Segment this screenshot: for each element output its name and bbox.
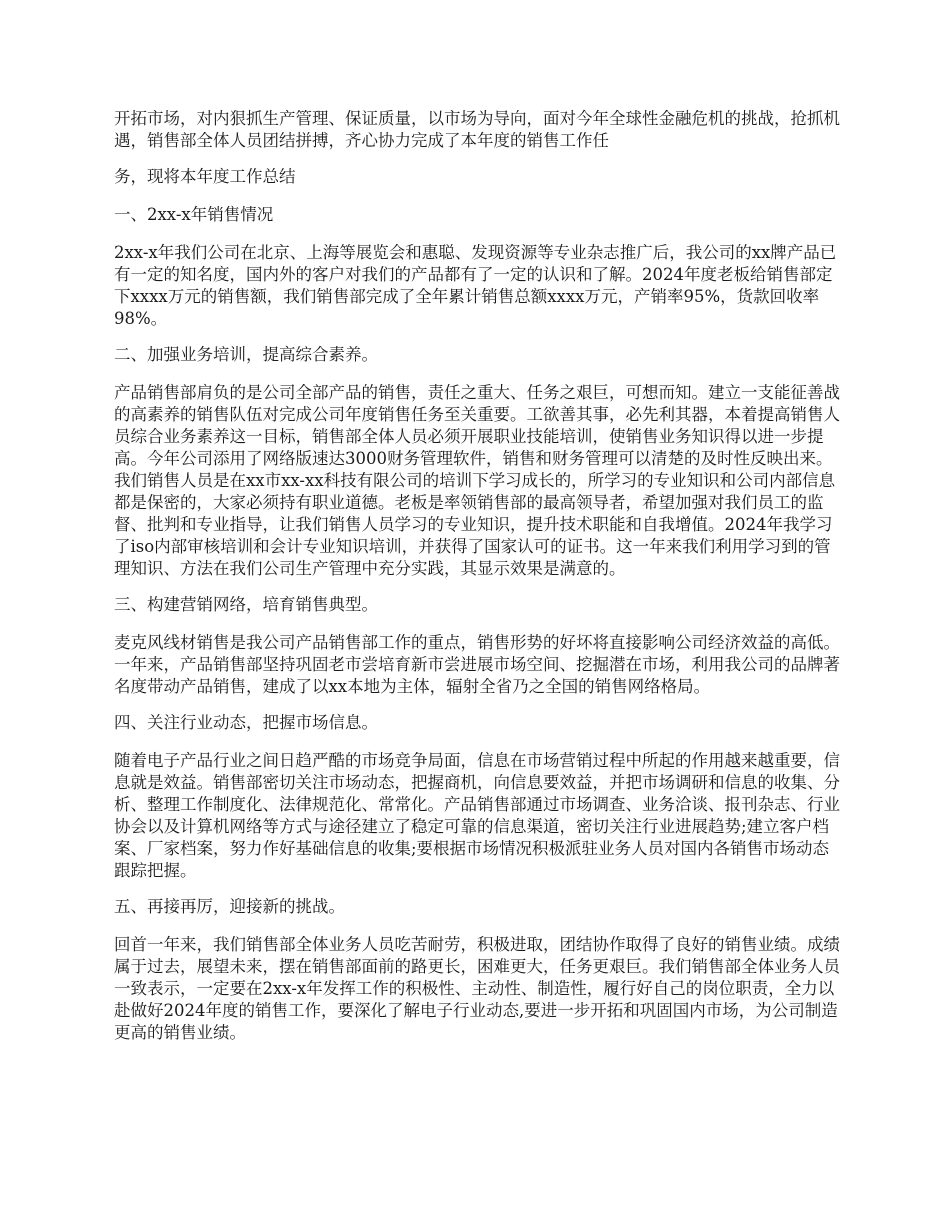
section-heading-3: 三、构建营销网络，培育销售典型。 — [114, 595, 378, 614]
paragraph-industry: 随着电子产品行业之间日趋严酷的市场竞争局面，信息在市场营销过程中所起的作用越来越重要，信息就是效益。销售部密切关注市场动态，把握商机，向信息要效益，并把市场调研和信息的收集、分析、整理工作制度化、法律规范化、常常化。产品销售部通过市场调查、业务洽谈、报刊杂志、行业协会以及计算机网络等方式与途径建立了稳定可靠的信息渠道，密切关注行业进展趋势;建立客户档案、厂家档案，努力作好基础信息的收集;要根据市场情况积极派驻业务人员对国内各销售市场动态跟踪把握。 — [114, 751, 840, 880]
section-heading-5: 五、再接再厉，迎接新的挑战。 — [114, 897, 345, 916]
paragraph-intro-2: 务，现将本年度工作总结 — [114, 167, 296, 186]
paragraph-network: 麦克风线材销售是我公司产品销售部工作的重点，销售形势的好坏将直接影响公司经济效益的高低。一年来，产品销售部坚持巩固老市尝培育新市尝进展市场空间、挖掘潜在市场，利用我公司的品牌著名度带动产品销售，建成了以xx本地为主体，辐射全省乃之全国的销售网络格局。 — [114, 633, 840, 696]
paragraph-outlook: 回首一年来，我们销售部全体业务人员吃苦耐劳，积极进取，团结协作取得了良好的销售业绩。成绩属于过去，展望未来，摆在销售部面前的路更长，困难更大，任务更艰巨。我们销售部全体业务人员一致表示，一定要在2xx-x年发挥工作的积极性、主动性、制造性，履行好自己的岗位职责，全力以赴做好2024年度的销售工作，要深化了解电子行业动态,要进一步开拓和巩固国内市场，为公司制造更高的销售业绩。 — [114, 935, 840, 1042]
paragraph-training: 产品销售部肩负的是公司全部产品的销售，责任之重大、任务之艰巨，可想而知。建立一支能征善战的高素养的销售队伍对完成公司年度销售任务至关重要。工欲善其事，必先利其器，本着提高销售人员综合业务素养这一目标，销售部全体人员必须开展职业技能培训，使销售业务知识得以进一步提高。今年公司添用了网络版速达3000财务管理软件，销售和财务管理可以清楚的及时性反映出来。我们销售人员是在xx市xx-xx科技有限公司的培训下学习成长的，所学习的专业知识和公司内部信息都是保密的，大家必须持有职业道德。老板是率领销售部的最高领导者，希望加强对我们员工的监督、批判和专业指导，让我们销售人员学习的专业知识，提升技术职能和自我增值。2024年我学习了iso内部审核培训和会计专业知识培训，并获得了国家认可的证书。这一年来我们利用学习到的管理知识、方法在我们公司生产管理中充分实践，其显示效果是满意的。 — [114, 383, 840, 578]
paragraph-sales-status: 2xx-x年我们公司在北京、上海等展览会和惠聪、发现资源等专业杂志推广后，我公司的xx牌产品已有一定的知名度，国内外的客户对我们的产品都有了一定的认识和了解。2024年度老板给销售部定下xxxx万元的销售额，我们销售部完成了全年累计销售总额xxxx万元，产销率95%，货款回收率98%。 — [114, 243, 837, 328]
section-heading-1: 一、2xx-x年销售情况 — [114, 205, 274, 224]
section-heading-2: 二、加强业务培训，提高综合素养。 — [114, 345, 378, 364]
paragraph-intro-1: 开拓市场，对内狠抓生产管理、保证质量，以市场为导向，面对今年全球性金融危机的挑战，抢抓机遇，销售部全体人员团结拼搏，齐心协力完成了本年度的销售工作任 — [114, 109, 840, 150]
section-heading-4: 四、关注行业动态，把握市场信息。 — [114, 713, 378, 732]
